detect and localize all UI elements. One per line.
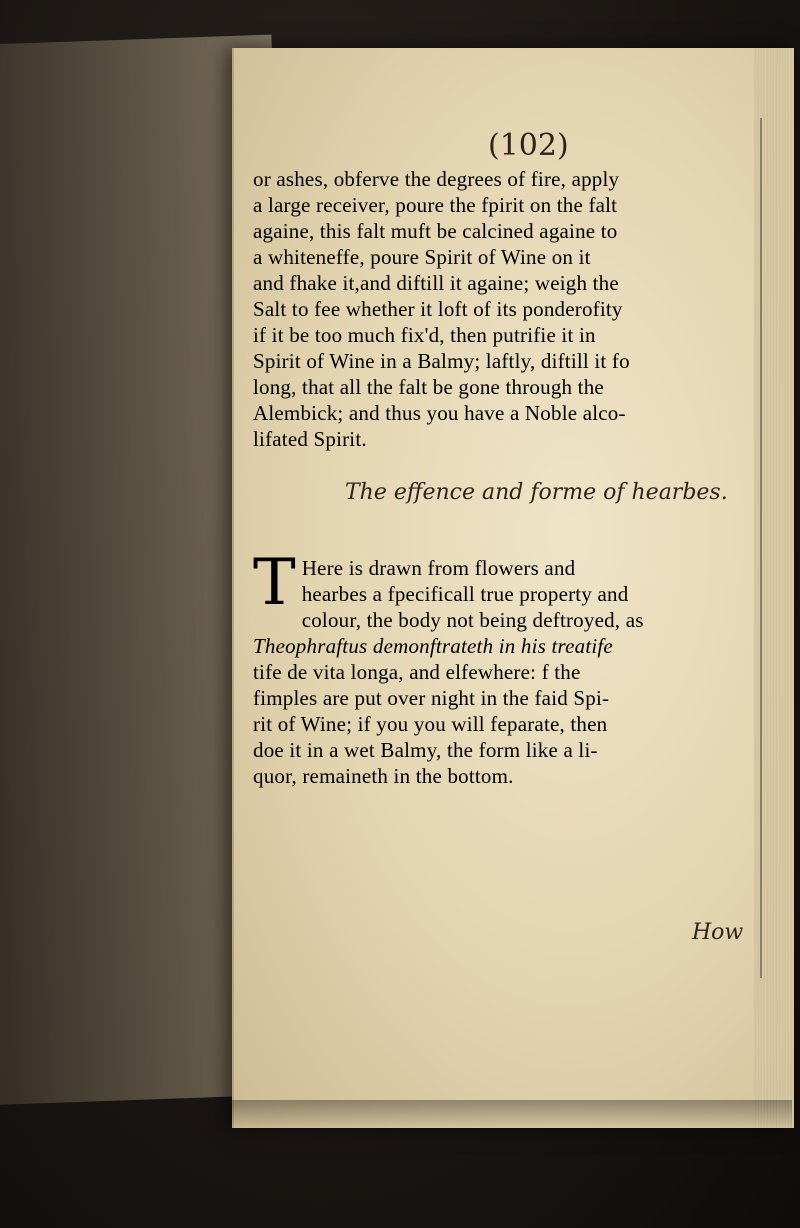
text-line: lifated Spirit.	[253, 427, 367, 451]
page-bottom-shadow	[232, 1100, 792, 1130]
catchword: How	[692, 920, 744, 945]
text-line: quor, remaineth in the bottom.	[253, 764, 514, 788]
text-line: long, that all the falt be gone through the	[253, 375, 604, 399]
text-line: hearbes a fpecificall true property and	[301, 582, 629, 606]
text-line: Alembick; and thus you have a Noble alco-	[253, 401, 626, 425]
text-line: rit of Wine; if you you will feparate, then	[253, 712, 608, 736]
text-line: colour, the body not being deftroyed, as	[301, 608, 644, 632]
text-line: Theophraftus demonftrateth in his treatife	[253, 634, 613, 658]
drop-capital: T	[253, 546, 296, 620]
text-line: fimples are put over night in the faid Spi-	[253, 686, 610, 710]
text-line: a large receiver, poure the fpirit on the falt	[253, 193, 618, 217]
text-line: Salt to fee whether it loft of its ponderofity	[253, 297, 623, 321]
paragraph-1	[253, 166, 773, 452]
text-line: and fhake it,and diftill it againe; weigh the	[253, 271, 619, 295]
text-line: or ashes, obferve the degrees of fire, apply	[253, 167, 620, 191]
text-line: Here is drawn from flowers and	[301, 556, 576, 580]
text-line: a whiteneffe, poure Spirit of Wine on it	[253, 245, 591, 269]
page-number: (102)	[488, 128, 569, 163]
paragraph-2	[253, 546, 773, 789]
text-line: tife de vita longa, and elfewhere: f the	[253, 660, 581, 684]
text-line: Spirit of Wine in a Balmy; laftly, diftill it fo	[253, 349, 630, 373]
text-line: againe, this falt muft be calcined againe to	[253, 219, 618, 243]
text-line: if it be too much fix'd, then putrifie it in	[253, 323, 596, 347]
text-line: doe it in a wet Balmy, the form like a li-	[253, 738, 598, 762]
section-heading: The effence and forme of hearbes.	[345, 480, 728, 505]
